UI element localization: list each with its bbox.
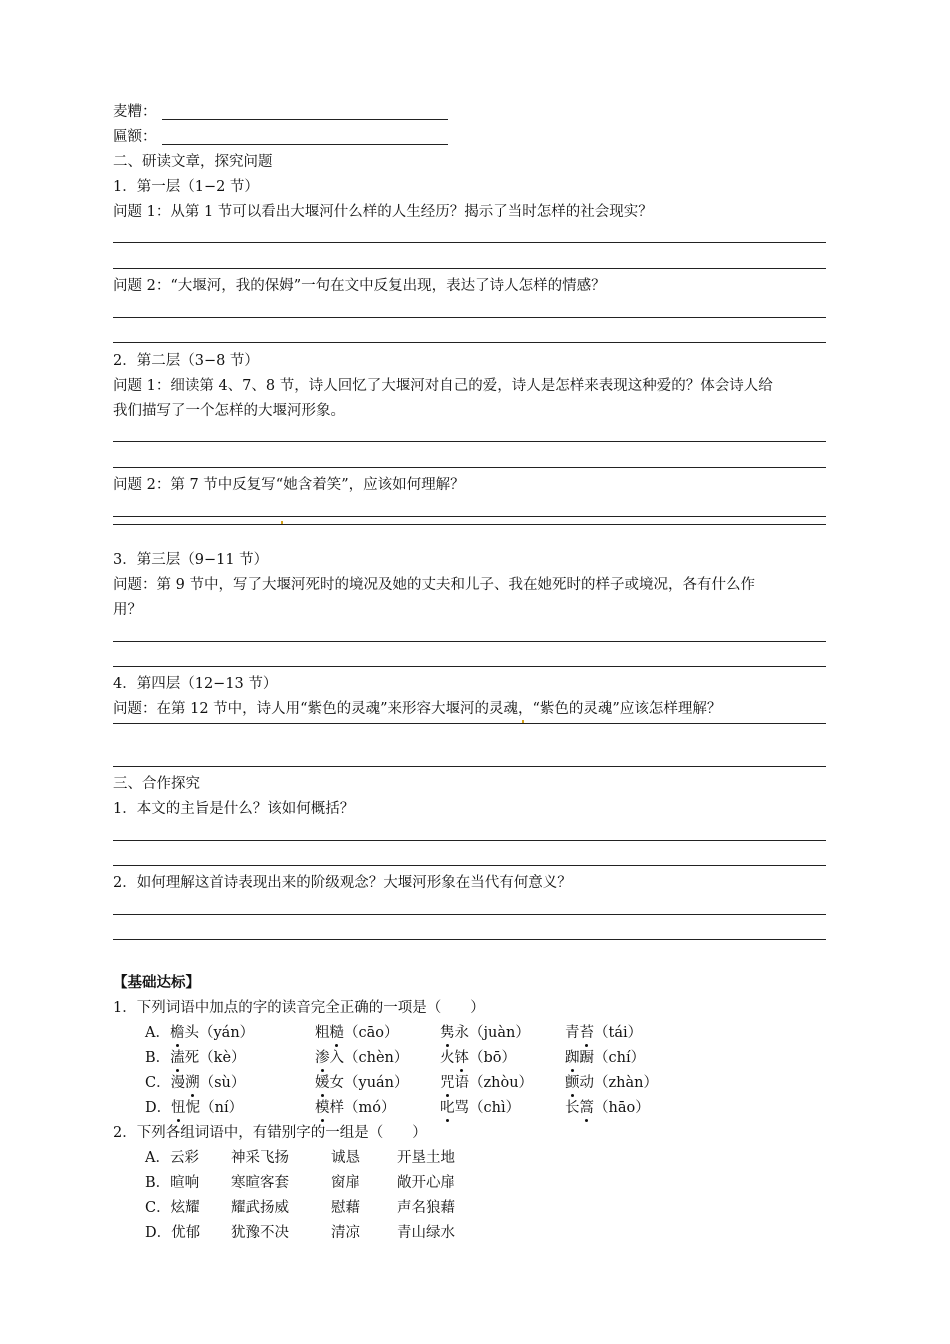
section3-question-1: 1．本文的主旨是什么？该如何概括？ [113,801,355,817]
part2-question-2: 问题 2：第 7 节中反复写“她含着笑”，应该如何理解？ [113,477,465,493]
answer-line[interactable] [113,766,826,767]
q2-option-cell: 窗扉 [331,1175,360,1191]
q2-option-cell: 敞开心扉 [397,1175,455,1191]
part1-question-2: 问题 2：“大堰河，我的保姆”一句在文中反复出现，表达了诗人怎样的情感？ [113,278,606,294]
q1-option-cell [440,1049,516,1067]
stray-mark [281,521,283,524]
option-text: 样（mó） [329,1100,396,1116]
part4-title: 4．第四层（12−13 节） [113,676,278,692]
section2-title: 二、研读文章，探究问题 [113,154,273,170]
part2-question-1-line1: 问题 1：细读第 4、7、8 节，诗人回忆了大堰河对自己的爱，诗人是怎样来表现这种爱的？体会诗人给 [113,378,773,394]
section3-question-2: 2．如何理解这首诗表现出来的阶级观念？大堰河形象在当代有何意义？ [113,875,572,891]
part1-question-1: 问题 1：从第 1 节可以看出大堰河什么样的人生经历？揭示了当时怎样的社会现实？ [113,204,653,220]
dotted-character: 踟 [565,1050,580,1066]
part3-question-line1: 问题：第 9 节中，写了大堰河死时的境况及她的丈夫和儿子、我在她死时的样子或境况，各有什么作 [113,577,755,593]
basics-question-1: 1．下列词语中加点的字的读音完全正确的一项是（ ） [113,1000,485,1016]
answer-line[interactable] [113,723,826,724]
option-text: （hāo） [594,1100,650,1116]
q2-option-cell: 神采飞扬 [231,1150,289,1166]
option-text: 死（kè） [184,1050,246,1066]
q1-option-cell [315,1049,408,1067]
stray-mark [522,720,524,723]
dotted-character: 渗 [315,1050,330,1066]
dotted-character: 模 [315,1100,330,1116]
dotted-character: 溘 [170,1050,185,1066]
part3-question-line2: 用？ [113,602,142,618]
field1-label: 麦糟： [113,104,157,120]
answer-line[interactable] [113,242,826,243]
dotted-character: 溯 [185,1075,200,1091]
q1-option-cell [440,1099,520,1117]
basics-title: 【基础达标】 [113,974,200,991]
option-text: 粗 [315,1025,330,1041]
dotted-character: 媛 [315,1075,330,1091]
option-text: 动（zhàn） [579,1075,658,1091]
field2-label: 匾额： [113,129,157,145]
answer-line[interactable] [113,268,826,269]
dotted-character: 忸 [171,1100,186,1116]
option-text: 永（juàn） [454,1025,530,1041]
q2-option-cell: C．炫耀 [145,1200,200,1216]
answer-line[interactable] [113,666,826,667]
option-text: 语（zhòu） [454,1075,534,1091]
dotted-character: 隽 [440,1025,455,1041]
answer-line[interactable] [113,467,826,468]
answer-line[interactable] [113,939,826,940]
q2-option-cell: B．暄响 [145,1175,200,1191]
dotted-character: 咒 [440,1075,455,1091]
q1-option-cell [565,1099,650,1117]
option-text: （bō） [469,1050,517,1066]
q2-option-cell: 声名狼藉 [397,1200,455,1216]
answer-line[interactable] [113,641,826,642]
dotted-character: 苔 [579,1025,594,1041]
q2-option-cell: 清凉 [331,1225,360,1241]
answer-line[interactable] [113,914,826,915]
option-text: C．漫 [145,1075,186,1091]
answer-line[interactable] [113,441,826,442]
answer-line[interactable] [113,516,826,517]
section3-title: 三、合作探究 [113,776,200,792]
q1-option-cell [315,1099,395,1117]
option-text: （sù） [199,1075,246,1091]
option-text: 女（yuán） [329,1075,409,1091]
q1-option-cell [145,1074,245,1092]
dotted-character: 叱 [440,1100,455,1116]
q2-option-cell: 诚恳 [331,1150,360,1166]
answer-line[interactable] [113,840,826,841]
q2-option-cell: 开垦土地 [397,1150,455,1166]
option-text: 头（yán） [184,1025,255,1041]
option-text: D． [145,1100,172,1116]
part4-question: 问题：在第 12 节中，诗人用“紫色的灵魂”来形容大堰河的灵魂，“紫色的灵魂”应该怎样理解？ [113,701,722,717]
q2-option-cell: D．优郁 [145,1225,201,1241]
q1-option-cell [565,1049,645,1067]
q1-option-cell [565,1024,642,1042]
dotted-character: 檐 [169,1025,185,1041]
part3-title: 3．第三层（9−11 节） [113,552,269,568]
q1-option-cell [440,1074,533,1092]
option-text: （cāo） [344,1025,399,1041]
answer-line[interactable] [113,865,826,866]
option-text: 蹰（chí） [579,1050,646,1066]
option-text: 青 [565,1025,580,1041]
q1-option-cell [145,1024,254,1042]
option-text: 长 [565,1100,580,1116]
dotted-character: 糙 [329,1025,344,1041]
q1-option-cell [145,1049,246,1067]
option-text: 入（chèn） [329,1050,409,1066]
basics-question-2: 2．下列各组词语中，有错别字的一组是（ ） [113,1125,427,1141]
q2-option-cell: 青山绿水 [397,1225,455,1241]
answer-line[interactable] [113,524,826,525]
dotted-character: 钵 [454,1050,469,1066]
option-text: B． [145,1050,171,1066]
answer-line[interactable] [113,342,826,343]
q1-option-cell [315,1074,409,1092]
q1-option-cell [565,1074,658,1092]
q2-option-cell: A．云彩 [145,1150,199,1166]
q2-option-cell: 慰藉 [331,1200,360,1216]
answer-line[interactable] [113,317,826,318]
q1-option-cell [440,1024,530,1042]
part1-title: 1．第一层（1−2 节） [113,179,259,195]
q1-option-cell [315,1024,399,1042]
option-text: （tái） [594,1025,643,1041]
option-text: 怩（ní） [185,1100,244,1116]
q2-option-cell: 寒暄客套 [231,1175,289,1191]
field2-answer-line[interactable] [162,144,448,145]
option-text: 火 [440,1050,455,1066]
field1-answer-line[interactable] [162,119,448,120]
q2-option-cell: 犹豫不决 [231,1225,289,1241]
dotted-character: 颤 [565,1075,580,1091]
q1-option-cell [145,1099,243,1117]
q2-option-cell: 耀武扬威 [231,1200,289,1216]
option-text: 骂（chì） [454,1100,521,1116]
part2-question-1-line2: 我们描写了一个怎样的大堰河形象。 [113,403,345,419]
option-text: A． [145,1025,170,1041]
dotted-character: 篙 [579,1100,594,1116]
part2-title: 2．第二层（3−8 节） [113,353,259,369]
